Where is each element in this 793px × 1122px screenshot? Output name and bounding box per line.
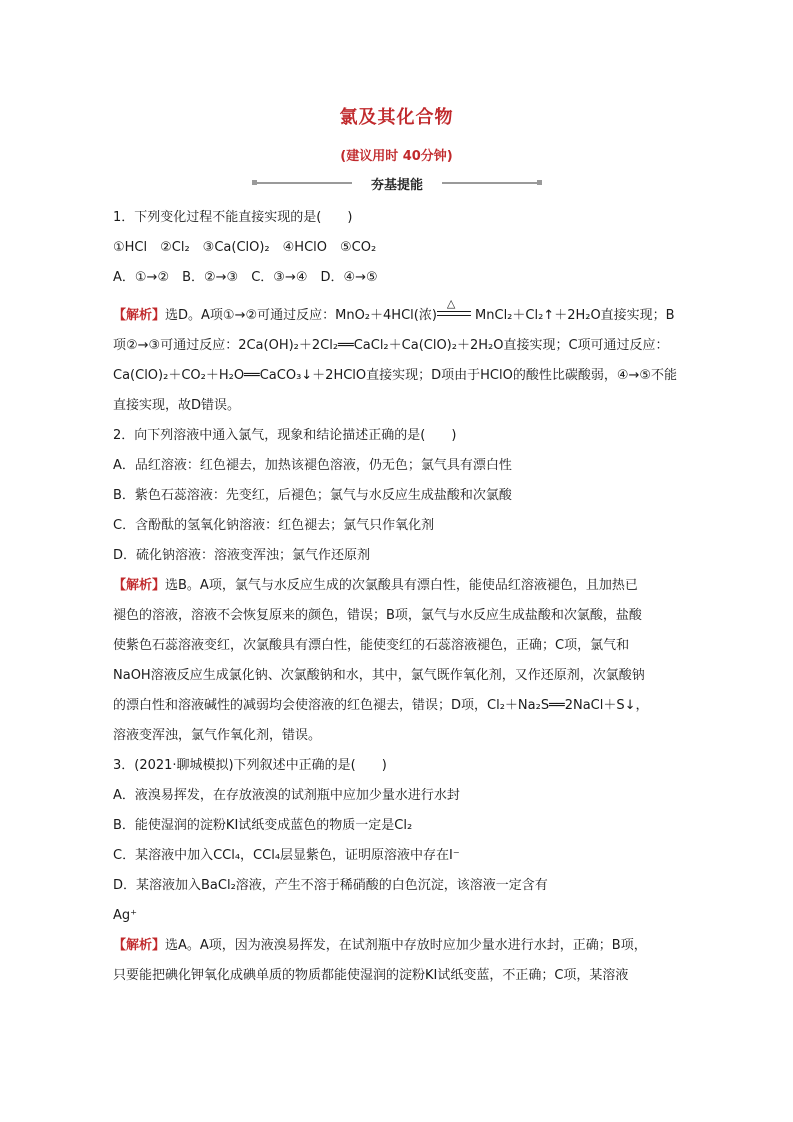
q2-option-d: D．硫化钠溶液：溶液变浑浊；氯气作还原剂 — [113, 548, 371, 563]
q2-analysis-line: NaOH溶液反应生成氯化钠、次氯酸钠和水，其中，氯气既作氧化剂，又作还原剂，次氯酸钠 — [113, 668, 645, 683]
q1-analysis-line: 直接实现，故D错误。 — [113, 398, 241, 413]
section-divider — [252, 176, 542, 193]
q1-analysis-line — [113, 297, 683, 331]
q3-option-b: B．能使湿润的淀粉KI试纸变成蓝色的物质一定是Cl₂ — [113, 818, 413, 833]
divider-square-left — [252, 180, 257, 185]
q1-analysis-text-cont: MnCl₂＋Cl₂↑＋2H₂O直接实现；B — [470, 308, 675, 323]
section-label: 夯基提能 — [370, 178, 423, 193]
divider-line-left — [252, 182, 352, 184]
q1-items: ①HCl ②Cl₂ ③Ca(ClO)₂ ④HClO ⑤CO₂ — [113, 240, 377, 255]
page-title: 氯及其化合物 — [339, 107, 454, 128]
analysis-tag: 【解析】 — [113, 308, 166, 323]
q2-analysis-line: 褪色的溶液，溶液不会恢复原来的颜色，错误；B项，氯气与水反应生成盐酸和次氯酸，盐酸 — [113, 608, 642, 623]
page-subtitle: (建议用时 40分钟) — [340, 149, 453, 164]
q1-analysis-line: Ca(ClO)₂＋CO₂＋H₂O══CaCO₃↓＋2HClO直接实现；D项由于HClO的酸性比碳酸弱，④→⑤不能 — [113, 368, 678, 383]
questions-body — [113, 203, 683, 991]
q2-analysis-line — [113, 571, 683, 601]
q3-stem: 3．(2021·聊城模拟)下列叙述中正确的是( ) — [113, 758, 387, 773]
q1-stem: 1．下列变化过程不能直接实现的是( ) — [113, 210, 353, 225]
q1-options: A．①→② B．②→③ C．③→④ D．④→⑤ — [113, 270, 378, 285]
q3-option-d-cont: Ag⁺ — [113, 908, 138, 923]
q2-option-a: A．品红溶液：红色褪去，加热该褪色溶液，仍无色；氯气具有漂白性 — [113, 458, 512, 473]
q3-option-c: C．某溶液中加入CCl₄，CCl₄层显紫色，证明原溶液中存在I⁻ — [113, 848, 460, 863]
q3-analysis-text: 选A。A项，因为液溴易挥发，在试剂瓶中存放时应加少量水进行水封，正确；B项， — [165, 938, 647, 953]
divider-square-right — [537, 180, 542, 185]
analysis-tag: 【解析】 — [113, 578, 166, 593]
q3-analysis-line: 只要能把碘化钾氧化成碘单质的物质都能使湿润的淀粉KI试纸变蓝，不正确；C项，某溶液 — [113, 968, 629, 983]
q2-analysis-line: 的漂白性和溶液碱性的减弱均会使溶液的红色褪去，错误；D项，Cl₂＋Na₂S══2NaCl＋S↓， — [113, 698, 649, 713]
q3-option-a: A．液溴易挥发，在存放液溴的试剂瓶中应加少量水进行水封 — [113, 788, 460, 803]
q2-option-c: C．含酚酞的氢氧化钠溶液：红色褪去；氯气只作氧化剂 — [113, 518, 435, 533]
q2-analysis-line: 使紫色石蕊溶液变红，次氯酸具有漂白性，能使变红的石蕊溶液褪色，正确；C项，氯气和 — [113, 638, 630, 653]
heat-condition-symbol: △ — [437, 307, 471, 321]
q3-analysis-line — [113, 931, 683, 961]
q2-stem: 2．向下列溶液中通入氯气，现象和结论描述正确的是( ) — [113, 428, 457, 443]
q2-option-b: B．紫色石蕊溶液：先变红，后褪色；氯气与水反应生成盐酸和次氯酸 — [113, 488, 512, 503]
divider-line-right — [442, 182, 542, 184]
q1-analysis-text: 选D。A项①→②可通过反应：MnO₂＋4HCl(浓) — [165, 308, 437, 323]
q3-option-d: D．某溶液加入BaCl₂溶液，产生不溶于稀硝酸的白色沉淀，该溶液一定含有 — [113, 878, 548, 893]
analysis-tag: 【解析】 — [113, 938, 166, 953]
q2-analysis-text: 选B。A项，氯气与水反应生成的次氯酸具有漂白性，能使品红溶液褪色，且加热已 — [165, 578, 638, 593]
q2-analysis-line: 溶液变浑浊，氯气作氧化剂，错误。 — [113, 728, 322, 743]
q1-analysis-line: 项②→③可通过反应：2Ca(OH)₂＋2Cl₂══CaCl₂＋Ca(ClO)₂＋2H₂O直接实现；C项可通过反应： — [113, 338, 669, 353]
